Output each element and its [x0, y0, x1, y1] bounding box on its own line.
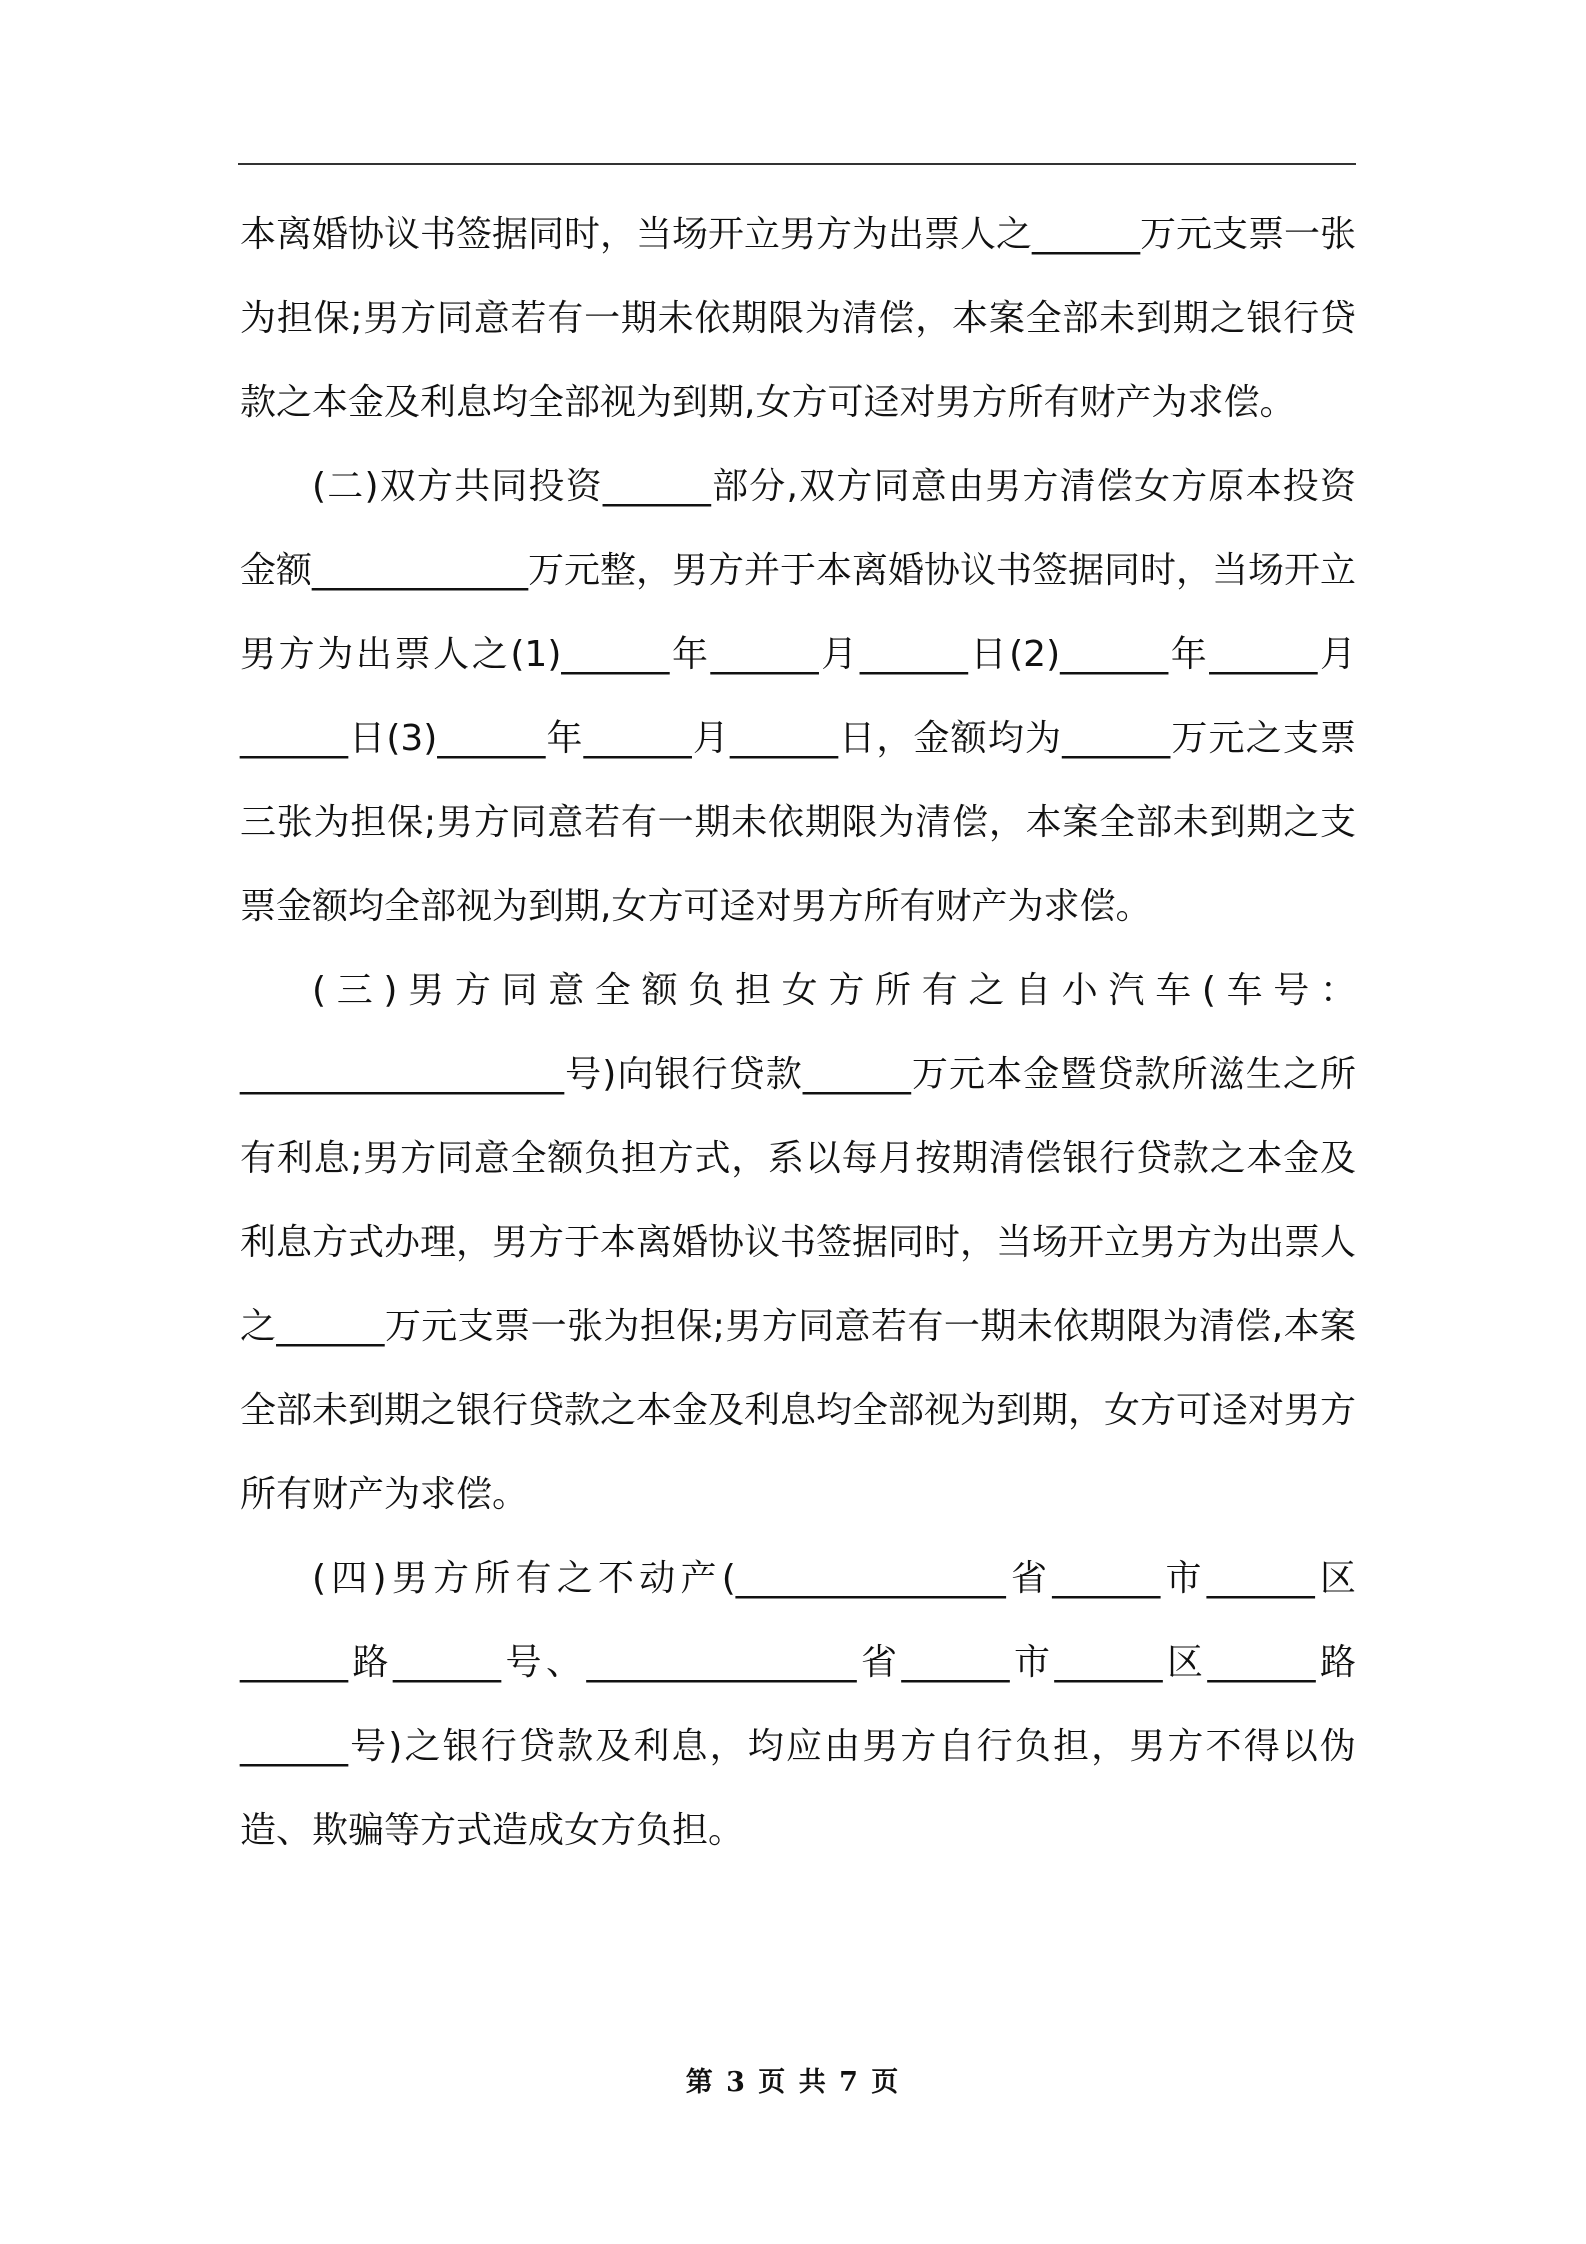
document-body — [240, 193, 1356, 1873]
paragraph-clause-3: (三)男方同意全额负担女方所有之自小汽车(车号：__________________号)向银行贷款______万元本金暨贷款所滋生之所有利息;男方同意全额负担方式，系以每月按期清偿银行贷款之本金及利息方式办理，男方于本离婚协议书签据同时，当场开立男方为出票人之______万元支票一张为担保;男方同意若有一期未依期限为清偿,本案全部未到期之银行贷款之本金及利息均全部视为到期，女方可迳对男方所有财产为求偿。 — [240, 970, 1357, 1515]
page-number: 第 3 页 共 7 页 — [685, 2067, 901, 2098]
header-divider — [238, 163, 1356, 165]
paragraph-clause-2: (二)双方共同投资______部分,双方同意由男方清偿女方原本投资金额____________万元整，男方并于本离婚协议书签据同时，当场开立男方为出票人之(1)______年______月______日(2)______年______月______日(3)______年______月______日，金额均为______万元之支票三张为担保;男方同意若有一期未依期限为清偿，本案全部未到期之支票金额均全部视为到期,女方可迳对男方所有财产为求偿。 — [240, 466, 1357, 927]
paragraph-continuation: 本离婚协议书签据同时，当场开立男方为出票人之______万元支票一张为担保;男方同意若有一期未依期限为清偿，本案全部未到期之银行贷款之本金及利息均全部视为到期,女方可迳对男方所有财产为求偿。 — [240, 214, 1357, 423]
paragraph-clause-4: (四)男方所有之不动产(_______________省______市______区______路______号、_______________省______市______区______路______号)之银行贷款及利息，均应由男方自行负担，男方不得以伪造、欺骗等方式造成女方负担。 — [240, 1558, 1356, 1851]
